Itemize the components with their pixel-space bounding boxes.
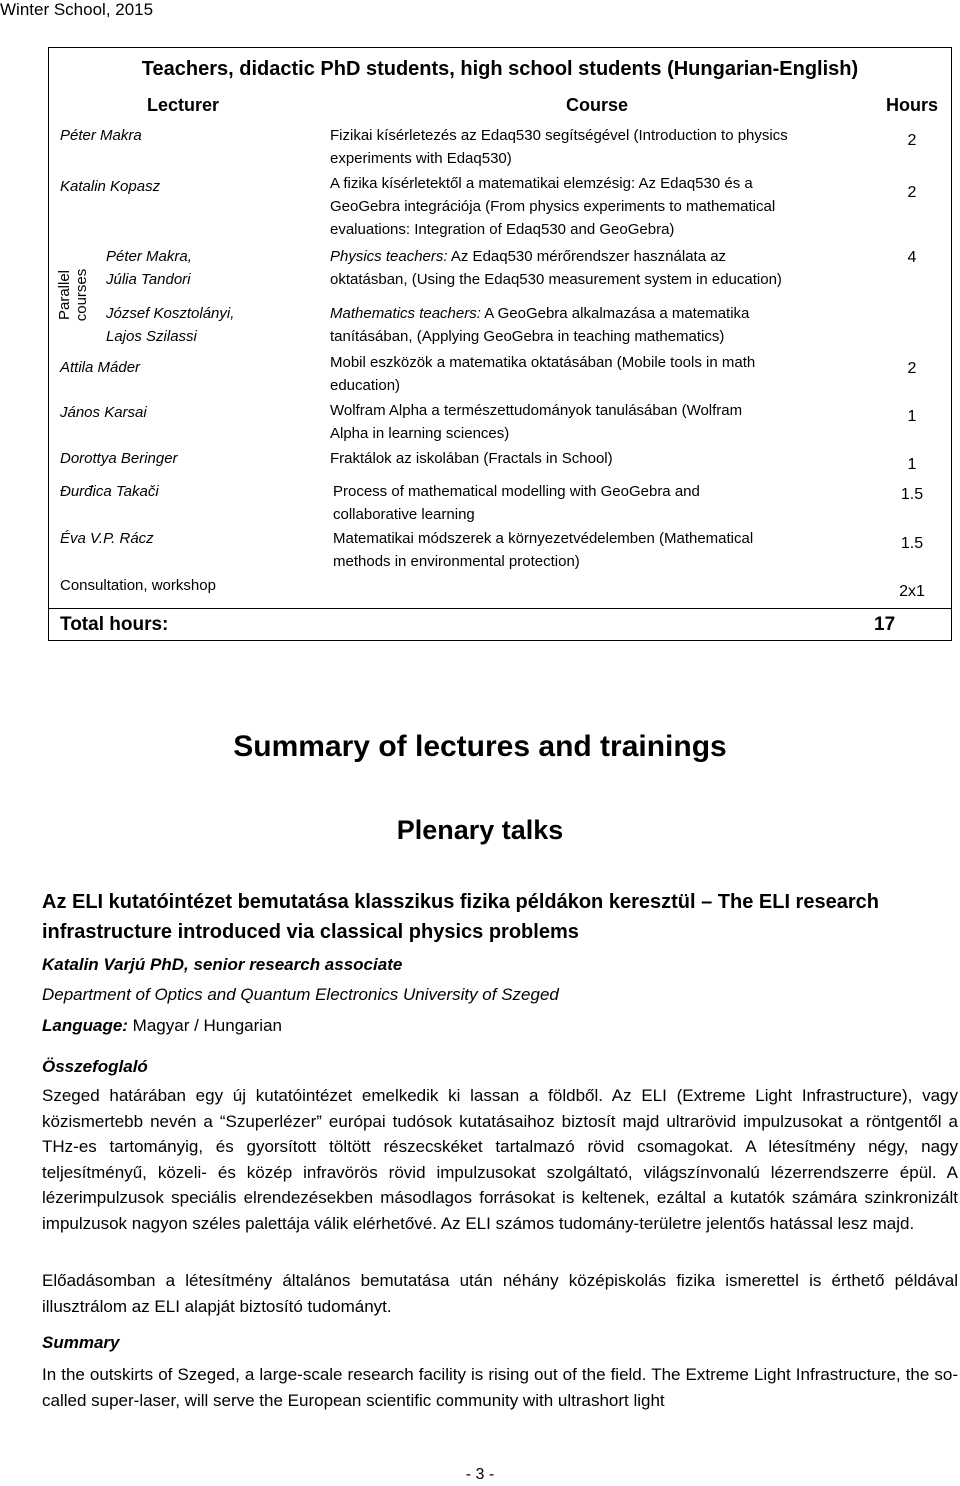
course-cell: Matematikai módszerek a környezetvédelemben (Mathematical methods in environmental protection) bbox=[333, 530, 754, 570]
hours-cell: 2 bbox=[907, 132, 917, 149]
course-cell: Process of mathematical modelling with GeoGebra and collaborative learning bbox=[333, 483, 700, 523]
header-lecturer: Lecturer bbox=[147, 95, 220, 115]
consultation-label: Consultation, workshop bbox=[60, 577, 216, 594]
page-number: - 3 - bbox=[465, 1466, 495, 1483]
course-cell: Mathematics teachers: A GeoGebra alkalmazása a matematika tanításában, (Applying GeoGebra in teaching mathematics) bbox=[330, 305, 750, 345]
osszefoglalo-heading: Összefoglaló bbox=[42, 1057, 148, 1076]
course-cell: Mobil eszközök a matematika oktatásában (Mobile tools in math education) bbox=[330, 354, 756, 394]
course-cell: A fizika kísérletektől a matematikai elemzésig: Az Edaq530 és a GeoGebra integrációja (From physics experiments to mathematical evaluations: Integration of Edaq530 and GeoGebra) bbox=[330, 175, 776, 238]
course-cell: Fraktálok az iskolában (Fractals in School) bbox=[330, 450, 613, 467]
header-course: Course bbox=[566, 95, 629, 115]
lecturer-cell: Katalin Kopasz bbox=[60, 178, 161, 195]
course-cell: Fizikai kísérletezés az Edaq530 segítségével (Introduction to physics experiments with Edaq530) bbox=[330, 127, 788, 167]
header-hours: Hours bbox=[886, 95, 939, 115]
total-label: Total hours: bbox=[60, 614, 169, 635]
hours-cell: 1.5 bbox=[900, 486, 924, 503]
lecturer-cell: Dorottya Beringer bbox=[60, 450, 178, 467]
talk-title: Az ELI kutatóintézet bemutatása klasszikus fizika példákon keresztül – The ELI research infrastructure introduced via classical physics problems bbox=[42, 891, 879, 943]
language-line: Language: Magyar / Hungarian bbox=[42, 1016, 282, 1035]
course-cell: Wolfram Alpha a természettudományok tanulásában (Wolfram Alpha in learning sciences) bbox=[330, 402, 743, 442]
lecturer-cell: Péter Makra, Júlia Tandori bbox=[106, 248, 192, 288]
hours-cell: 2 bbox=[907, 184, 917, 201]
summary-subheading: Summary bbox=[42, 1333, 120, 1352]
summary-paragraph-1: In the outskirts of Szeged, a large-scale research facility is rising out of the field. The Extreme Light Infrastructure, the so-called super-laser, will serve the European scientific community with ultrashort light bbox=[42, 1365, 958, 1410]
hours-cell: 1 bbox=[907, 456, 917, 473]
hours-cell: 4 bbox=[907, 249, 917, 266]
lecturer-cell: Đurđica Takači bbox=[60, 483, 159, 500]
course-cell: Physics teachers: Az Edaq530 mérőrendszer használata az oktatásban, (Using the Edaq530 measurement system in education) bbox=[330, 248, 782, 288]
parallel-courses-label: Parallel courses bbox=[56, 268, 90, 322]
hours-cell: 1.5 bbox=[900, 535, 924, 552]
speaker: Katalin Varjú PhD, senior research associate bbox=[42, 955, 403, 974]
table-title: Teachers, didactic PhD students, high school students (Hungarian-English) bbox=[141, 58, 859, 80]
summary-heading: Summary of lectures and trainings bbox=[233, 730, 727, 763]
total-divider bbox=[48, 608, 952, 609]
lecturer-cell: József Kosztolányi, Lajos Szilassi bbox=[106, 305, 235, 345]
plenary-heading: Plenary talks bbox=[396, 815, 564, 845]
lecturer-cell: Éva V.P. Rácz bbox=[60, 530, 154, 547]
consultation-hours: 2x1 bbox=[899, 583, 925, 600]
lecturer-cell: Péter Makra bbox=[60, 127, 142, 144]
page-header: Winter School, 2015 bbox=[0, 0, 154, 19]
lecturer-cell: János Karsai bbox=[60, 404, 147, 421]
lecturer-cell: Attila Máder bbox=[60, 359, 141, 376]
osszefoglalo-paragraph-1: Szeged határában egy új kutatóintézet emelkedik ki lassan a földből. Az ELI (Extreme Light Infrastructure), vagy közismertebb nevén a “Szuperlézer” európai tudósok kutatásaihoz biztosít majd ultrarövid impulzusokat a röntgentől a THz-es tartományig, és gyorsított töltött részecskéket tartalmazó rövid csomagokat. A létesítmény négy, nagy teljesítményű, közeli- és közép infravörös rövid impulzusokat szolgáltató, világszínvonalú lézerrendszerre épül. A lézerimpulzusok speciális elrendezésekben másodlagos forrásokat is keltenek, ezáltal a kutatók számára szinkronizált impulzusok nagyon széles palettája válik elérhetővé. Az ELI számos tudomány-területre jelentős hatással lesz majd. bbox=[42, 1086, 958, 1233]
hours-cell: 2 bbox=[907, 360, 917, 377]
total-hours: 17 bbox=[874, 614, 896, 635]
osszefoglalo-paragraph-2: Előadásomban a létesítmény általános bemutatása után néhány középiskolás fizika ismerettel is érthető példával illusztrálom az ELI alapját biztosító tudományt. bbox=[42, 1271, 958, 1316]
hours-cell: 1 bbox=[907, 408, 917, 425]
department: Department of Optics and Quantum Electronics University of Szeged bbox=[42, 985, 559, 1004]
